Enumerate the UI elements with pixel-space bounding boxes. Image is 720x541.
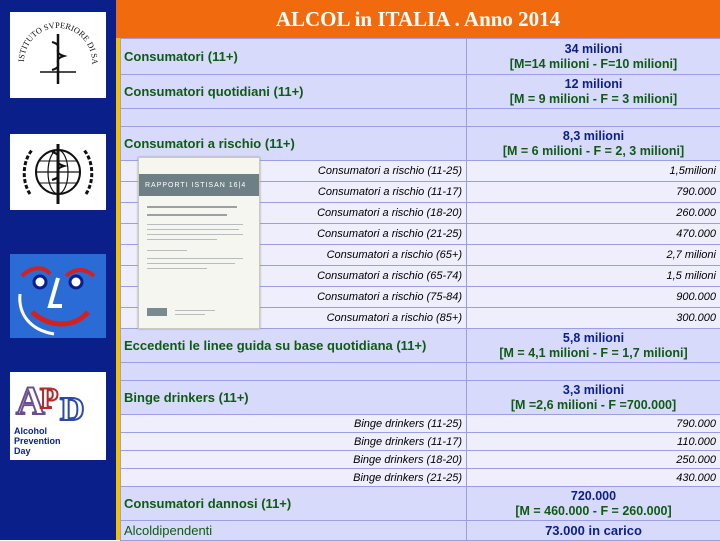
row-label: Consumatori a rischio (85+) [121, 308, 467, 329]
blank-row [121, 363, 720, 381]
apd-letters-icon [10, 372, 106, 460]
face-logo [10, 254, 106, 338]
row-value: 900.000 [467, 287, 720, 308]
svg-text:A: A [16, 378, 45, 423]
row-label: Consumatori dannosi (11+) [121, 487, 467, 521]
row-label: Consumatori a rischio (11-25) [121, 161, 467, 182]
svg-text:D: D [60, 391, 85, 428]
slide-title [116, 0, 720, 38]
table-row [121, 329, 720, 363]
svg-text:ISTITUTO SVPERIORE DI SANITA [10, 12, 99, 65]
report-cover-band [139, 174, 259, 196]
table-row [121, 469, 720, 487]
row-value: 73.000 in carico [467, 521, 720, 541]
row-value [467, 39, 720, 75]
row-value: 2,7 milioni [467, 245, 720, 266]
who-emblem-icon [10, 134, 106, 210]
alcohol-prevention-day-logo [10, 372, 106, 460]
row-value-breakdown: [M=14 milioni - F=10 milioni] [470, 57, 717, 72]
row-label: Consumatori a rischio (21-25) [121, 224, 467, 245]
row-value-breakdown: [M =2,6 milioni - F =700.000] [470, 398, 717, 413]
table-row [121, 75, 720, 109]
row-value: 430.000 [467, 469, 720, 487]
apd-text-2: Prevention [14, 436, 61, 446]
row-label: Binge drinkers (11-17) [121, 433, 467, 451]
row-value-total: 5,8 milioni [470, 331, 717, 346]
report-cover-title: RAPPORTI ISTISAN 16|4 [145, 182, 246, 189]
iss-seal-icon [10, 12, 106, 98]
row-value [467, 109, 720, 127]
row-value-total: 720.000 [470, 489, 717, 504]
row-value: 110.000 [467, 433, 720, 451]
iss-seal-text: ISTITUTO SVPERIORE DI SA [10, 12, 99, 65]
row-value-total: 8,3 milioni [470, 129, 717, 144]
row-label: Binge drinkers (21-25) [121, 469, 467, 487]
row-value-breakdown: [M = 4,1 milioni - F = 1,7 milioni] [470, 346, 717, 361]
apd-text-3: Day [14, 446, 31, 456]
table-row [121, 433, 720, 451]
table-row [121, 415, 720, 433]
row-label [121, 363, 467, 381]
table-row [121, 487, 720, 521]
row-label: Consumatori a rischio (75-84) [121, 287, 467, 308]
row-value: 1,5 milioni [467, 266, 720, 287]
row-value-breakdown: [M = 6 milioni - F = 2, 3 milioni] [470, 144, 717, 159]
row-value-total: 3,3 milioni [470, 383, 717, 398]
row-value [467, 381, 720, 415]
row-value [467, 127, 720, 161]
table-row [121, 127, 720, 161]
row-label: Consumatori a rischio (65+) [121, 245, 467, 266]
row-value-total: 34 milioni [470, 42, 717, 57]
row-label: Consumatori a rischio (11+) [121, 127, 467, 161]
row-value [467, 487, 720, 521]
row-label: Binge drinkers (11+) [121, 381, 467, 415]
row-value-breakdown: [M = 460.000 - F = 260.000] [470, 504, 717, 519]
row-label: Consumatori a rischio (18-20) [121, 203, 467, 224]
row-label: Eccedenti le linee guida su base quotidiana (11+) [121, 329, 467, 363]
row-value: 790.000 [467, 415, 720, 433]
row-value: 260.000 [467, 203, 720, 224]
row-value: 300.000 [467, 308, 720, 329]
svg-text:P: P [40, 382, 58, 415]
iss-logo [10, 12, 106, 98]
table-row [121, 521, 720, 541]
row-value: 790.000 [467, 182, 720, 203]
report-cover-image [138, 157, 260, 329]
blank-row [121, 109, 720, 127]
table-row [121, 451, 720, 469]
row-value [467, 329, 720, 363]
row-label: Alcoldipendenti [121, 521, 467, 541]
row-value-breakdown: [M = 9 milioni - F = 3 milioni] [470, 92, 717, 107]
slide-title-text: ALCOL in ITALIA . Anno 2014 [276, 7, 560, 32]
apd-text-1: Alcohol [14, 426, 47, 436]
row-value: 250.000 [467, 451, 720, 469]
who-logo [10, 134, 106, 210]
row-label: Binge drinkers (18-20) [121, 451, 467, 469]
table-row [121, 39, 720, 75]
row-value: 470.000 [467, 224, 720, 245]
row-label: Consumatori a rischio (65-74) [121, 266, 467, 287]
row-value-total: 12 milioni [470, 77, 717, 92]
row-label: Consumatori quotidiani (11+) [121, 75, 467, 109]
table-row [121, 381, 720, 415]
row-label: Binge drinkers (11-25) [121, 415, 467, 433]
row-label: Consumatori (11+) [121, 39, 467, 75]
row-value: 1,5milioni [467, 161, 720, 182]
row-value [467, 75, 720, 109]
row-label [121, 109, 467, 127]
row-label: Consumatori a rischio (11-17) [121, 182, 467, 203]
row-value [467, 363, 720, 381]
face-drawing-icon [10, 254, 106, 338]
